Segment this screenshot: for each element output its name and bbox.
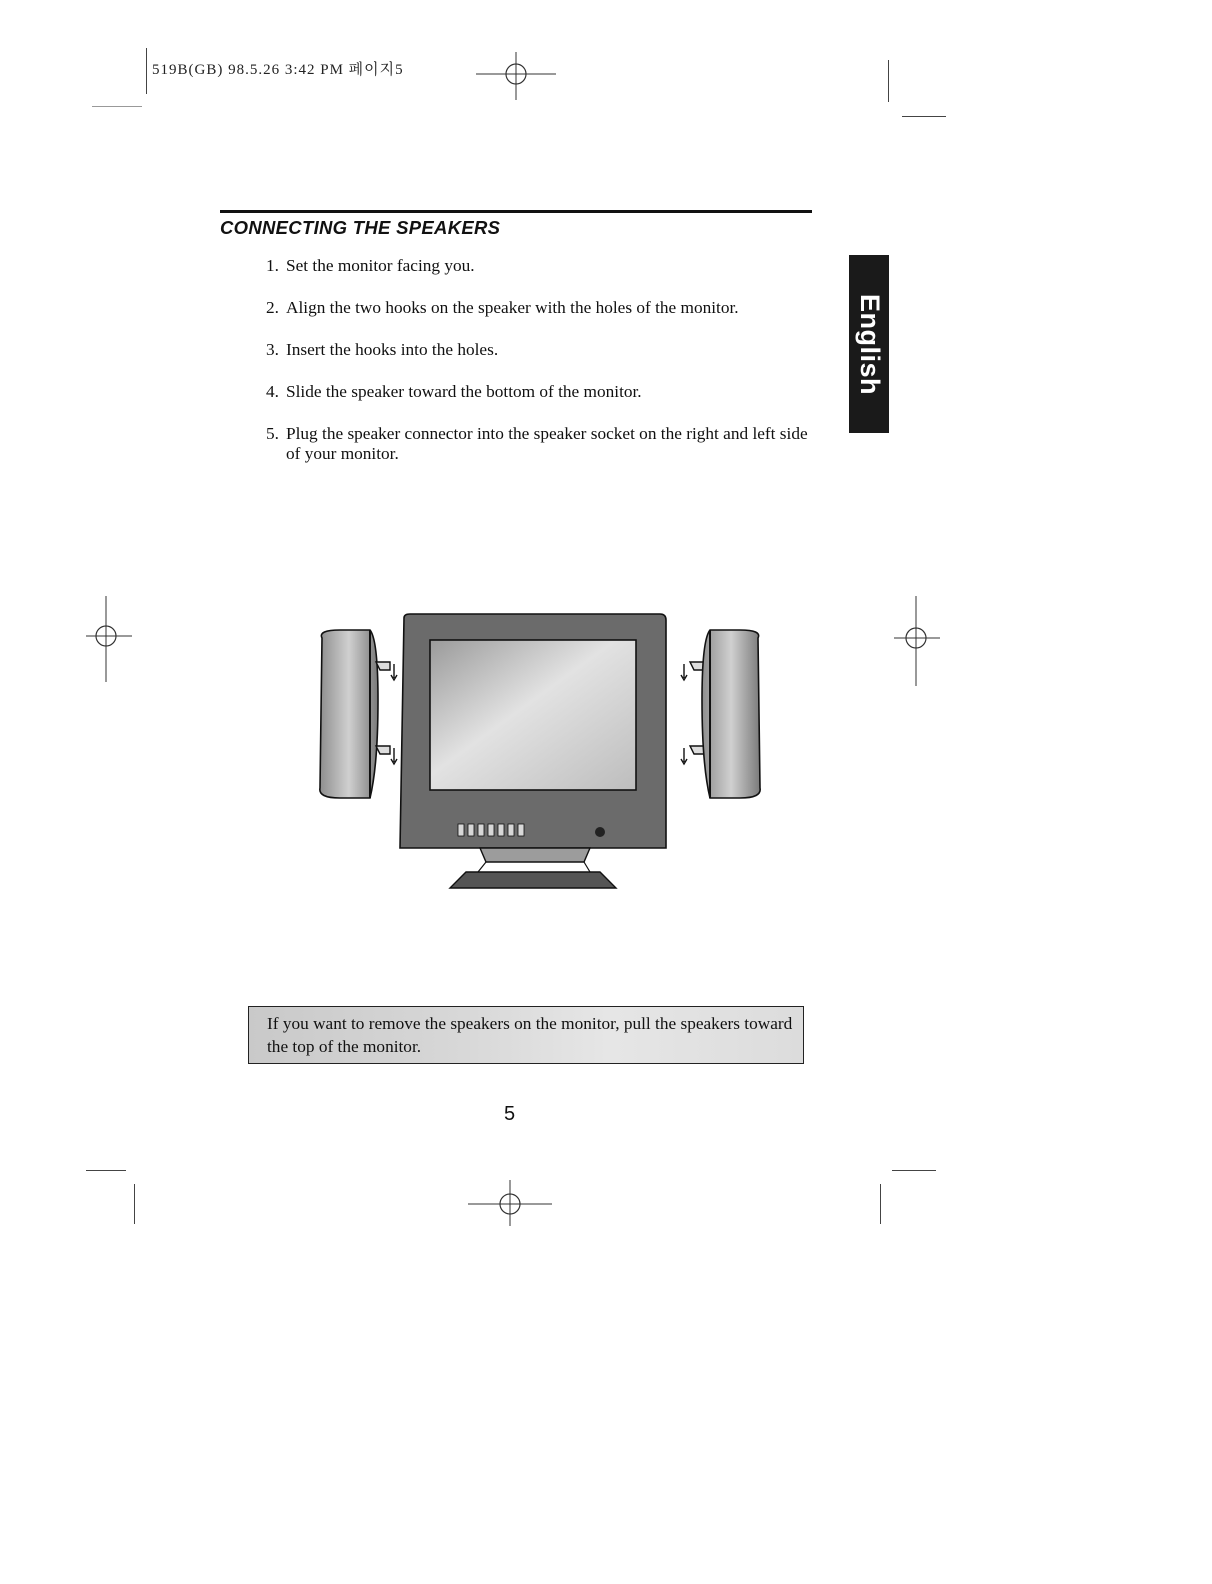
step-text: Set the monitor facing you.: [286, 256, 475, 275]
left-speaker: [320, 630, 378, 798]
control-buttons: [458, 824, 524, 836]
section-title: CONNECTING THE SPEAKERS: [220, 217, 501, 238]
crop-mark-bottom-right: [880, 1184, 881, 1224]
monitor-speakers-illustration: [300, 600, 780, 900]
registration-mark-left: [86, 596, 132, 682]
step-text: Slide the speaker toward the bottom of the monitor.: [286, 382, 642, 401]
crop-mark-top-left: [146, 48, 147, 94]
left-hook-arrows: [376, 662, 397, 764]
step-text: Insert the hooks into the holes.: [286, 340, 499, 359]
step-text: Align the two hooks on the speaker with the holes of the monitor.: [286, 298, 739, 317]
language-tab: [849, 255, 889, 433]
step-number: 4.: [266, 382, 279, 401]
power-button: [595, 827, 605, 837]
print-slug: 519B(GB) 98.5.26 3:42 PM 페이지5: [152, 62, 404, 78]
right-hook-arrows: [681, 662, 704, 764]
registration-mark-right: [894, 596, 940, 686]
registration-mark-bottom: [468, 1180, 552, 1226]
page-number: 5: [504, 1103, 516, 1125]
heading-rule: [220, 210, 812, 213]
crop-mark-bottom-right-h: [892, 1170, 936, 1171]
language-tab-label: English: [854, 293, 885, 395]
step-number: 2.: [266, 298, 279, 317]
step-item: [266, 256, 821, 276]
step-number: 1.: [266, 256, 279, 275]
crop-mark-bottom-left-h: [86, 1170, 126, 1171]
note-box: [248, 1006, 804, 1064]
right-speaker: [702, 630, 760, 798]
registration-mark-top: [476, 52, 556, 102]
step-number: 3.: [266, 340, 279, 359]
step-item: [266, 298, 821, 318]
step-item: [266, 340, 821, 360]
crop-mark-top-left-h: [92, 106, 142, 107]
step-number: 5.: [266, 424, 279, 443]
crop-mark-top-right-h: [902, 116, 946, 117]
note-text: If you want to remove the speakers on the monitor, pull the speakers toward the top of the monitor.: [267, 1014, 793, 1056]
instruction-steps: [266, 256, 821, 486]
crop-mark-top-right: [888, 60, 889, 102]
step-item: [266, 424, 821, 464]
step-text: Plug the speaker connector into the speaker socket on the right and left side of your monitor.: [286, 424, 808, 463]
monitor: [400, 614, 666, 888]
step-item: [266, 382, 821, 402]
crop-mark-bottom-left: [134, 1184, 135, 1224]
